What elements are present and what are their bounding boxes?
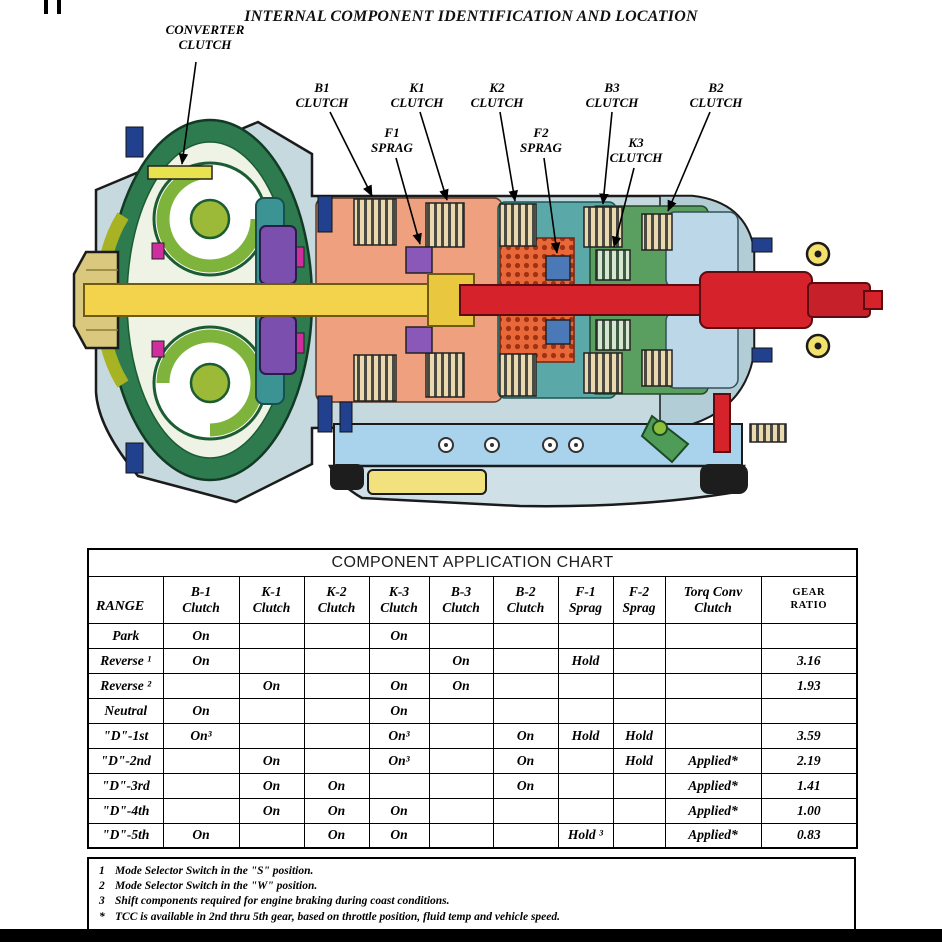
k2-clutch-pack [500,204,536,246]
range-cell: Reverse ² [88,673,163,698]
col-header-text: Sprag [568,599,602,615]
col-header-text: K-3 [388,583,410,599]
value-cell [493,623,558,648]
range-cell: Reverse ¹ [88,648,163,673]
value-cell: On [369,673,429,698]
value-cell: Hold [613,748,665,773]
value-cell [429,723,493,748]
value-cell [429,623,493,648]
value-cell: On [239,773,304,798]
value-cell [369,648,429,673]
value-cell [304,748,369,773]
value-cell: Applied* [665,748,761,773]
table-row [88,723,857,748]
table-row [88,648,857,673]
col-header-k1 [239,576,304,623]
col-header-f2 [613,576,665,623]
value-cell [369,773,429,798]
value-cell: On [369,623,429,648]
value-cell: On [239,748,304,773]
range-cell: "D"-2nd [88,748,163,773]
value-cell [493,823,558,848]
col-header-f1 [558,576,613,623]
f1-sprag [406,247,432,273]
value-cell [304,723,369,748]
label-text: K3 [628,135,644,150]
range-cell: Park [88,623,163,648]
value-cell [665,673,761,698]
col-header-range [88,576,163,623]
value-cell: On [304,798,369,823]
b2-clutch-pack [642,214,672,250]
value-cell [613,673,665,698]
value-cell [665,623,761,648]
gear-ratio-cell: 1.00 [761,798,857,823]
gear-ratio-cell: 1.41 [761,773,857,798]
value-cell: On [429,648,493,673]
value-cell [304,648,369,673]
col-header-k3 [369,576,429,623]
label-b1-clutch [296,81,349,110]
table-row [88,823,857,848]
range-cell: "D"-5th [88,823,163,848]
range-cell: "D"-1st [88,723,163,748]
value-cell [304,623,369,648]
col-header-text: Clutch [317,599,356,615]
value-cell: Hold [558,648,613,673]
value-cell [304,673,369,698]
gear-ratio-cell: 2.19 [761,748,857,773]
label-b2-clutch [690,81,743,110]
label-k3-clutch [610,136,663,165]
label-text: CLUTCH [609,149,663,165]
value-cell: On [493,723,558,748]
label-text: CLUTCH [470,94,524,110]
value-cell: On³ [369,723,429,748]
value-cell [429,773,493,798]
converter-clutch-disc [148,166,212,179]
value-cell [558,673,613,698]
page-title: INTERNAL COMPONENT IDENTIFICATION AND LOCATION [244,8,698,25]
col-header-text: B-1 [190,583,212,599]
col-header-torq-conv [665,576,761,623]
value-cell [163,673,239,698]
value-cell: On [163,648,239,673]
value-cell [493,798,558,823]
value-cell: On [304,823,369,848]
value-cell [429,798,493,823]
table-row [88,798,857,823]
col-header-text: F-2 [628,583,650,599]
value-cell [558,798,613,823]
gear-ratio-cell: 1.93 [761,673,857,698]
value-cell [239,623,304,648]
col-header-text: Clutch [694,599,732,615]
col-header-text: GEAR [792,587,826,599]
value-cell: Applied* [665,798,761,823]
value-cell: On [493,773,558,798]
oil-pan [330,424,748,506]
col-header-text: Clutch [380,599,418,615]
label-text: SPRAG [520,139,562,155]
value-cell [163,748,239,773]
value-cell [239,723,304,748]
label-b3-clutch [586,81,639,110]
label-text: F2 [533,125,549,140]
footnote: 3 Shift components required for engine braking during coast conditions. [99,895,450,908]
col-header-text: Clutch [252,599,291,615]
value-cell [558,748,613,773]
gear-ratio-cell: 3.16 [761,648,857,673]
value-cell [239,823,304,848]
label-text: CLUTCH [178,36,232,52]
value-cell: On³ [369,748,429,773]
value-cell: Hold ³ [558,823,613,848]
k3-clutch-pack [596,250,630,280]
col-header-text: Sprag [622,599,656,615]
col-header-text: Clutch [182,599,220,615]
table-row [88,673,857,698]
value-cell: Hold [613,723,665,748]
col-header-text: RANGE [96,598,145,614]
column-header-row [88,576,857,623]
label-text: CLUTCH [295,94,349,110]
content-area [87,548,856,933]
component-application-chart [87,548,858,849]
value-cell [613,648,665,673]
label-k2-clutch [471,81,524,110]
value-cell [613,623,665,648]
label-f2-sprag [520,126,562,155]
table-row [88,748,857,773]
range-cell: Neutral [88,698,163,723]
value-cell: On [239,673,304,698]
value-cell: On³ [163,723,239,748]
value-cell [613,798,665,823]
value-cell: On [369,798,429,823]
range-cell: "D"-3rd [88,773,163,798]
value-cell: On [369,698,429,723]
value-cell [558,698,613,723]
value-cell: Hold [558,723,613,748]
value-cell [239,698,304,723]
label-text: CLUTCH [390,94,444,110]
footnote: 1 Mode Selector Switch in the "S" position. [99,865,314,877]
col-header-text: RATIO [790,599,828,611]
value-cell [304,698,369,723]
table-row [88,623,857,648]
output-shaft [700,272,812,328]
gear-ratio-cell: 3.59 [761,723,857,748]
col-header-text: F-1 [575,583,596,599]
value-cell [493,673,558,698]
col-header-b3 [429,576,493,623]
table-row [88,773,857,798]
label-text: CLUTCH [689,94,743,110]
value-cell: On [304,773,369,798]
label-text: CONVERTER [165,22,245,37]
gear-ratio-cell [761,698,857,723]
col-header-b1 [163,576,239,623]
value-cell: On [369,823,429,848]
footnote-box [87,857,856,933]
value-cell: On [163,623,239,648]
value-cell: On [429,673,493,698]
label-text: B3 [604,80,620,95]
value-cell [239,648,304,673]
value-cell: Applied* [665,823,761,848]
label-text: B1 [314,80,330,95]
value-cell [493,698,558,723]
col-header-text: Clutch [506,599,545,615]
col-header-gear-ratio [761,576,857,623]
label-text: B2 [708,80,724,95]
value-cell [163,798,239,823]
col-header-text: Clutch [442,599,480,615]
value-cell [163,773,239,798]
value-cell: On [493,748,558,773]
value-cell: On [163,823,239,848]
col-header-b2 [493,576,558,623]
b1-clutch-pack [354,199,396,245]
value-cell [493,648,558,673]
col-header-k2 [304,576,369,623]
application-chart-body [88,623,857,848]
label-converter-clutch [166,23,245,52]
range-cell: "D"-4th [88,798,163,823]
label-text: K1 [409,80,425,95]
label-k1-clutch [391,81,444,110]
value-cell [665,723,761,748]
chart-title-row [88,549,857,576]
value-cell: On [163,698,239,723]
footnote: 2 Mode Selector Switch in the "W" position. [99,880,318,893]
col-header-text: Torq Conv [683,583,743,599]
col-header-text: B-2 [515,583,536,599]
value-cell: On [239,798,304,823]
label-text: K2 [489,80,505,95]
value-cell [613,773,665,798]
value-cell [558,773,613,798]
label-f1-sprag [371,126,413,155]
gear-ratio-cell: 0.83 [761,823,857,848]
value-cell [613,823,665,848]
footnote: * TCC is available in 2nd thru 5th gear, based on throttle position, fluid temp and vehicle speed. [99,910,561,923]
bottom-scan-bar [0,929,942,942]
value-cell [665,648,761,673]
label-text: F1 [384,125,400,140]
k1-clutch-pack [426,203,464,247]
table-row [88,698,857,723]
col-header-text: K-1 [261,583,282,599]
chart-title: COMPONENT APPLICATION CHART [88,549,857,576]
gear-ratio-cell [761,623,857,648]
value-cell [558,623,613,648]
input-shaft [84,284,464,316]
col-header-text: B-3 [450,583,472,599]
value-cell [429,698,493,723]
value-cell [429,823,493,848]
value-cell [429,748,493,773]
label-text: CLUTCH [585,94,639,110]
value-cell: Applied* [665,773,761,798]
col-header-text: K-2 [326,583,347,599]
f2-sprag [546,256,570,280]
value-cell [613,698,665,723]
value-cell [665,698,761,723]
label-text: SPRAG [371,139,413,155]
